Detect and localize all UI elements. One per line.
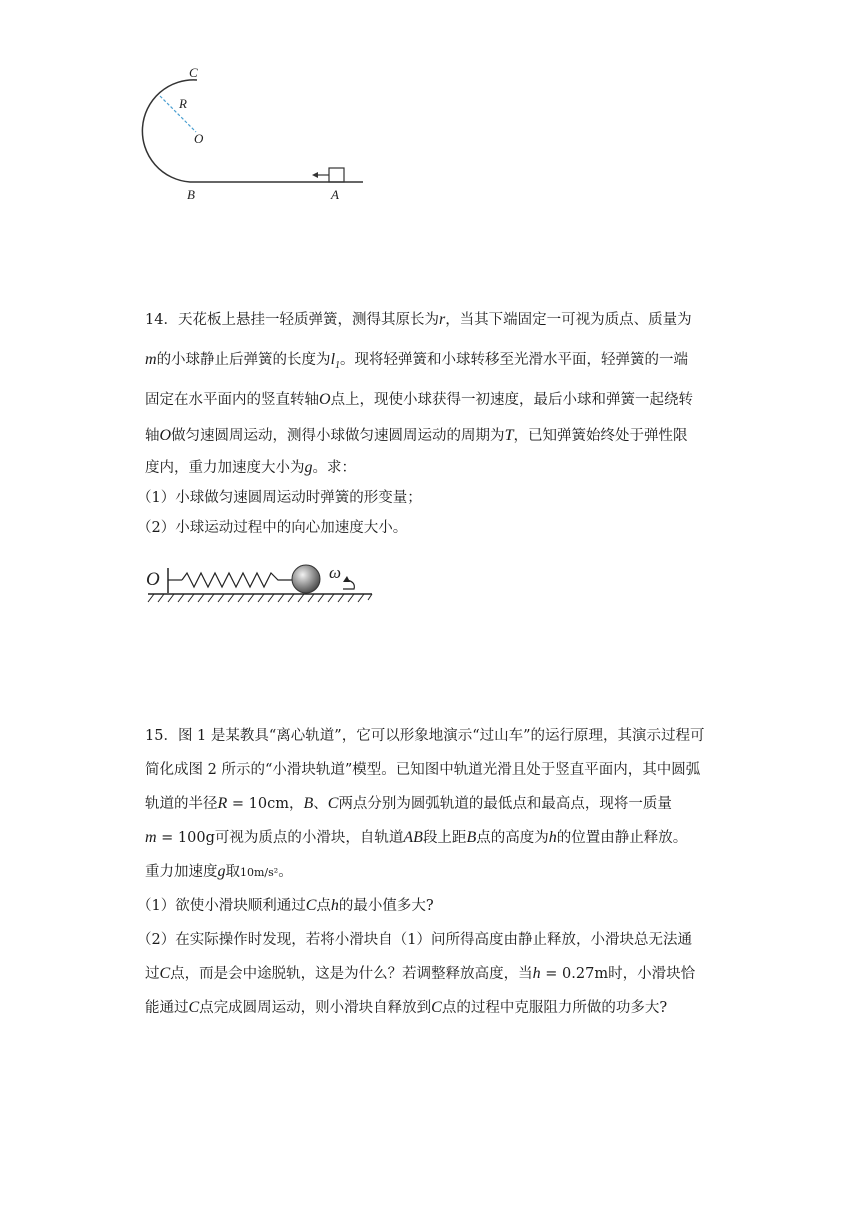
- label-a: A: [331, 187, 339, 202]
- q14-text: 。求：: [312, 460, 356, 476]
- q14-text: ，当其下端固定一可视为质点、质量为: [445, 312, 692, 328]
- q15-text: 重力加速度: [145, 864, 218, 880]
- q15-text: 过: [145, 966, 160, 982]
- var-ab: AB: [403, 829, 423, 846]
- q14-text: 点上，现使小球获得一初速度，最后小球和弹簧一起绕转: [330, 392, 694, 408]
- q15-value: = 100g: [156, 830, 215, 846]
- arrow-head: [312, 172, 318, 178]
- q15-text: 点的过程中克服阻力所做的功多大?: [441, 1000, 668, 1016]
- q15-line-5: [145, 860, 293, 881]
- q15-line-3: [145, 792, 672, 813]
- var-h: h: [532, 965, 541, 982]
- label-r: R: [179, 96, 187, 111]
- q14-text: 做匀速圆周运动，测得小球做匀速圆周运动的周期为: [171, 428, 505, 444]
- q15-text: 段上距: [422, 830, 467, 846]
- var-c: C: [188, 999, 200, 1016]
- q14-text: 度内，重力加速度大小为: [145, 460, 305, 476]
- q15-line-1: 15．图 1 是某教具“离心轨道”，它可以形象地演示“过山车”的运行原理，其演示过程可: [145, 728, 705, 744]
- label-b: B: [187, 187, 195, 202]
- q14-line-4: [145, 424, 687, 445]
- var-g: g: [304, 459, 313, 476]
- q15-sub-1: [137, 894, 434, 915]
- var-c: C: [327, 795, 339, 812]
- q15-text: 点，而是会中途脱轨，这是为什么？若调整释放高度，当: [170, 966, 533, 982]
- q14-line-1: [145, 308, 692, 329]
- var-m: m: [145, 829, 157, 846]
- q14-line-3: [145, 388, 693, 409]
- block: [329, 168, 344, 182]
- q14-sub-1: （1）小球做匀速圆周运动时弹簧的形变量；: [137, 490, 422, 506]
- q14-text: 14．天花板上悬挂一轻质弹簧，测得其原长为: [145, 312, 439, 328]
- var-c: C: [431, 999, 442, 1016]
- q14-text: ，已知弹簧始终处于弹性限: [513, 428, 688, 444]
- spring-figure: [140, 560, 380, 610]
- var-r: R: [217, 795, 228, 812]
- var-b: B: [466, 829, 477, 846]
- q15-line-4: [145, 826, 687, 847]
- q15-text: 两点分别为圆弧轨道的最低点和最高点，现将一质量: [338, 796, 672, 812]
- q15-sub-2-line-3: [145, 996, 667, 1017]
- q15-sub-2-line-1: （2）在实际操作时发现，若将小滑块自（1）问所得高度由静止释放，小滑块总无法通: [137, 932, 692, 948]
- radius-line: [160, 96, 196, 132]
- q15-text: 时，小滑块恰: [608, 966, 696, 982]
- q14-text: 轴: [145, 428, 160, 444]
- var-o: O: [159, 427, 172, 444]
- q15-text: 可视为质点的小滑块，自轨道: [214, 830, 404, 846]
- q15-text: 取: [225, 864, 240, 880]
- q15-text: 轨道的半径: [145, 796, 218, 812]
- q15-value: = 10cm: [227, 796, 289, 812]
- q14-text: 。现将轻弹簧和小球转移至光滑水平面，轻弹簧的一端: [340, 352, 689, 368]
- spring-coil: [182, 573, 292, 587]
- var-t: T: [504, 427, 514, 444]
- label-c: C: [189, 65, 198, 80]
- var-r: r: [438, 311, 446, 328]
- loop-track: [142, 80, 363, 182]
- var-c: C: [159, 965, 171, 982]
- var-m: m: [145, 351, 157, 368]
- q14-line-5: [145, 456, 356, 477]
- var-g: g: [217, 863, 226, 880]
- q15-text: 的最小值多大?: [338, 898, 434, 914]
- q15-line-2: 简化成图 2 所示的“小滑块轨道”模型。已知图中轨道光滑且处于竖直平面内，其中圆弧: [145, 762, 701, 778]
- label-o-spring: O: [146, 569, 160, 590]
- q15-text: 能通过: [145, 1000, 189, 1016]
- q15-value: = 0.27m: [540, 966, 609, 982]
- label-o: O: [194, 131, 204, 146]
- loop-track-figure: [130, 60, 380, 210]
- label-omega: ω: [329, 563, 342, 582]
- q15-text: 点: [316, 898, 331, 914]
- q15-text: （1）欲使小滑块顺利通过: [137, 898, 306, 914]
- var-h: h: [548, 829, 557, 846]
- q14-sub-2: （2）小球运动过程中的向心加速度大小。: [137, 520, 408, 536]
- q15-text: 点的高度为: [476, 830, 549, 846]
- var-o: O: [319, 391, 331, 408]
- ground-hatch: [148, 594, 372, 602]
- var-b: B: [303, 795, 314, 812]
- var-h: h: [330, 897, 339, 914]
- q15-text: ，: [288, 796, 304, 812]
- var-l1: $l_1$: [330, 351, 341, 372]
- var-c: C: [305, 897, 317, 914]
- q15-text: 点完成圆周运动，则小滑块自释放到: [199, 1000, 432, 1016]
- q15-text: 的位置由静止释放。: [556, 830, 688, 846]
- q15-text: 。: [278, 864, 293, 880]
- q14-text: 固定在水平面内的竖直转轴: [145, 392, 319, 408]
- rotation-arrow-head: [343, 576, 350, 582]
- q14-text: 的小球静止后弹簧的长度为: [156, 352, 331, 368]
- ball: [292, 565, 320, 593]
- q15-sub-2-line-2: [145, 962, 695, 983]
- q15-text: 、: [313, 796, 328, 812]
- q15-value: 10m/s²: [240, 866, 279, 879]
- q14-line-2: [145, 348, 688, 371]
